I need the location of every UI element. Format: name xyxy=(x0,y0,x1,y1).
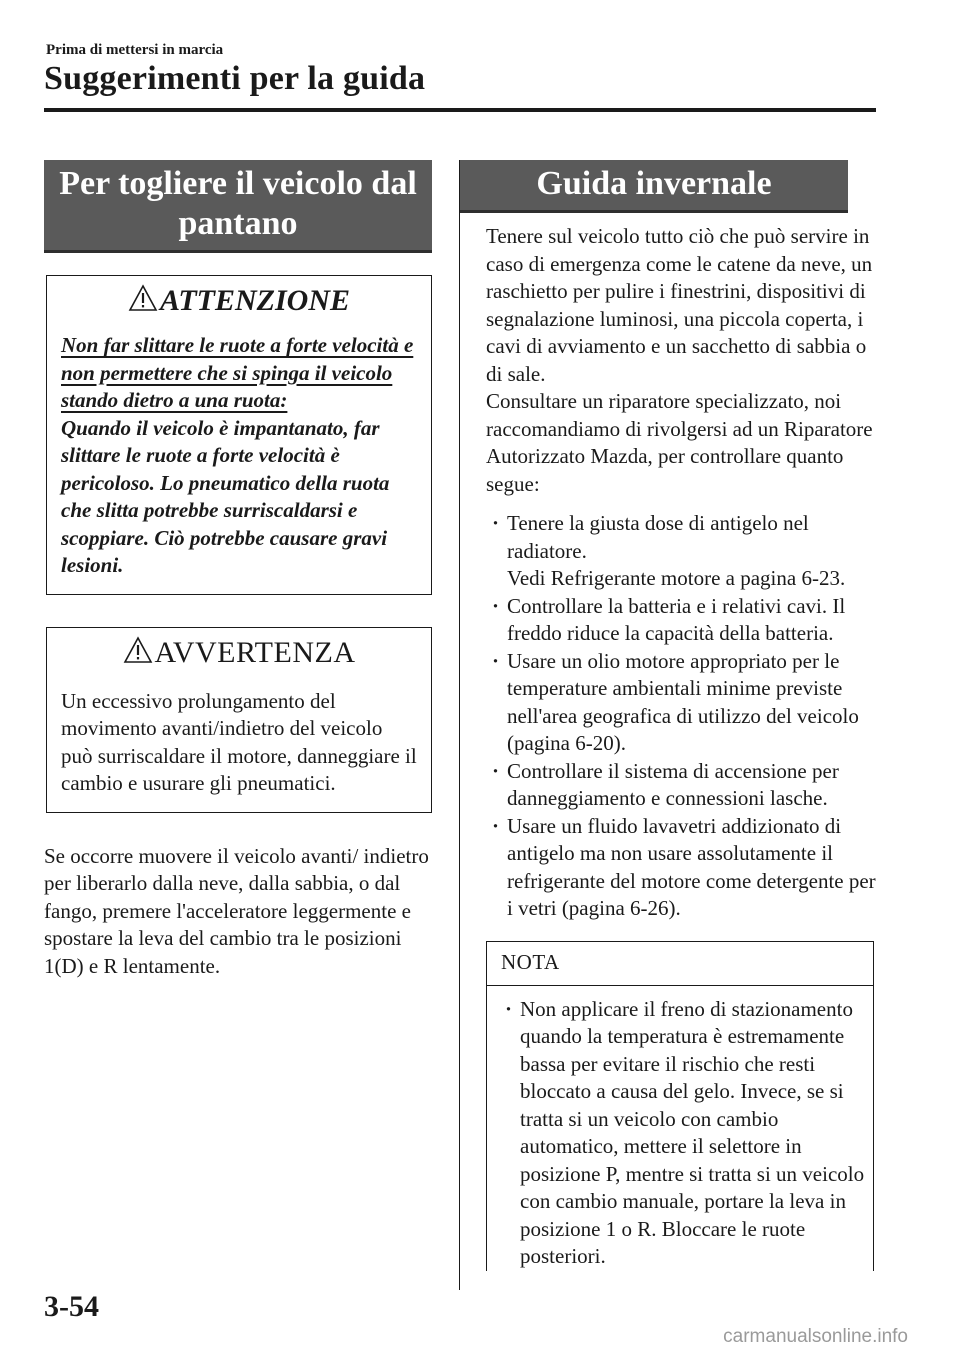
attenzione-title-row xyxy=(47,276,431,322)
right-column xyxy=(488,160,876,1271)
warning-triangle-icon xyxy=(128,284,158,312)
nota-title: NOTA xyxy=(487,942,873,986)
bullet-reference: Vedi Refrigerante motore a pagina 6-23. xyxy=(507,566,846,590)
section-title-pantano: Per togliere il veicolo dal pantano xyxy=(44,160,432,253)
list-item: · Tenere la giusta dose di antigelo nel radiatore. Vedi Refrigerante motore a pagina 6-23. xyxy=(486,510,876,593)
attenzione-body xyxy=(47,322,431,594)
watermark: carmanualsonline.info xyxy=(723,1326,908,1347)
pantano-paragraph: Se occorre muovere il veicolo avanti/ indietro per liberarlo dalla neve, dalla sabbia, o dal fango, premere l'acceleratore leggermente e spostare la leva del cambio tra le posizioni 1(D) e R lentamente. xyxy=(44,843,429,978)
avvertenza-box xyxy=(46,627,432,813)
page-number: 3-54 xyxy=(44,1290,99,1323)
list-item: · Usare un fluido lavavetri addizionato di antigelo ma non usare assolutamente il refrigerante del motore come detergente per i vetri (pagina 6-26). xyxy=(486,813,876,923)
section-title-guida-invernale: Guida invernale xyxy=(460,160,848,213)
checklist xyxy=(486,510,876,923)
page-title: Suggerimenti per la guida xyxy=(44,60,426,97)
avvertenza-title-row xyxy=(47,628,431,674)
attenzione-text: Quando il veicolo è impantanato, far slittare le ruote a forte velocità è pericoloso. Lo pneumatico della ruota che slitta potrebbe surriscaldarsi e scoppiare. Ciò potrebbe causare gravi lesioni. xyxy=(61,415,390,577)
warning-triangle-icon xyxy=(123,636,153,664)
avvertenza-title: AVVERTENZA xyxy=(154,635,356,669)
nota-box xyxy=(486,941,874,1271)
attenzione-title: ATTENZIONE xyxy=(159,284,351,317)
left-column xyxy=(44,160,432,980)
header-rule xyxy=(44,108,876,112)
attenzione-box xyxy=(46,275,432,595)
list-item: · Non applicare il freno di stazionamento quando la temperatura è estremamente bassa per evitare il rischio che resti bloccato a causa del gelo. Invece, se si tratta si un veicolo con cambio automatico, mettere il selettore in posizione P, mentre si tratta si un veicolo con cambio manuale, portare la leva in posizione 1 o R. Bloccare le ruote posteriori. xyxy=(499,996,873,1271)
intro-paragraph-1: Tenere sul veicolo tutto ciò che può servire in caso di emergenza come le catene da neve, un raschietto per pulire i finestrini, dispositivi di segnalazione luminosi, una piccola coperta, i cavi di avviamento e un sacchetto di sabbia o di sale. xyxy=(486,224,873,386)
list-item: · Controllare la batteria e i relativi cavi. Il freddo riduce la capacità della batteria. xyxy=(486,593,876,648)
nota-list xyxy=(487,996,873,1271)
attenzione-underlined-text: Non far slittare le ruote a forte velocità e non permettere che si spinga il veicolo stando dietro a una ruota: xyxy=(61,333,414,412)
avvertenza-text: Un eccessivo prolungamento del movimento avanti/indietro del veicolo può surriscaldare il motore, danneggiare il cambio e usurare gli pneumatici. xyxy=(61,688,417,795)
intro-paragraph-2: Consultare un riparatore specializzato, noi raccomandiamo di rivolgersi ad un Riparatore Autorizzato Mazda, per controllare quanto segue: xyxy=(486,389,873,496)
list-item: · Usare un olio motore appropriato per le temperature ambientali minime previste nell'area geografica di utilizzo del veicolo (pagina 6-20). xyxy=(486,648,876,758)
column-divider xyxy=(459,160,460,1290)
list-item: · Controllare il sistema di accensione per danneggiamento e connessioni lasche. xyxy=(486,758,876,813)
breadcrumb: Prima di mettersi in marcia xyxy=(46,42,224,58)
